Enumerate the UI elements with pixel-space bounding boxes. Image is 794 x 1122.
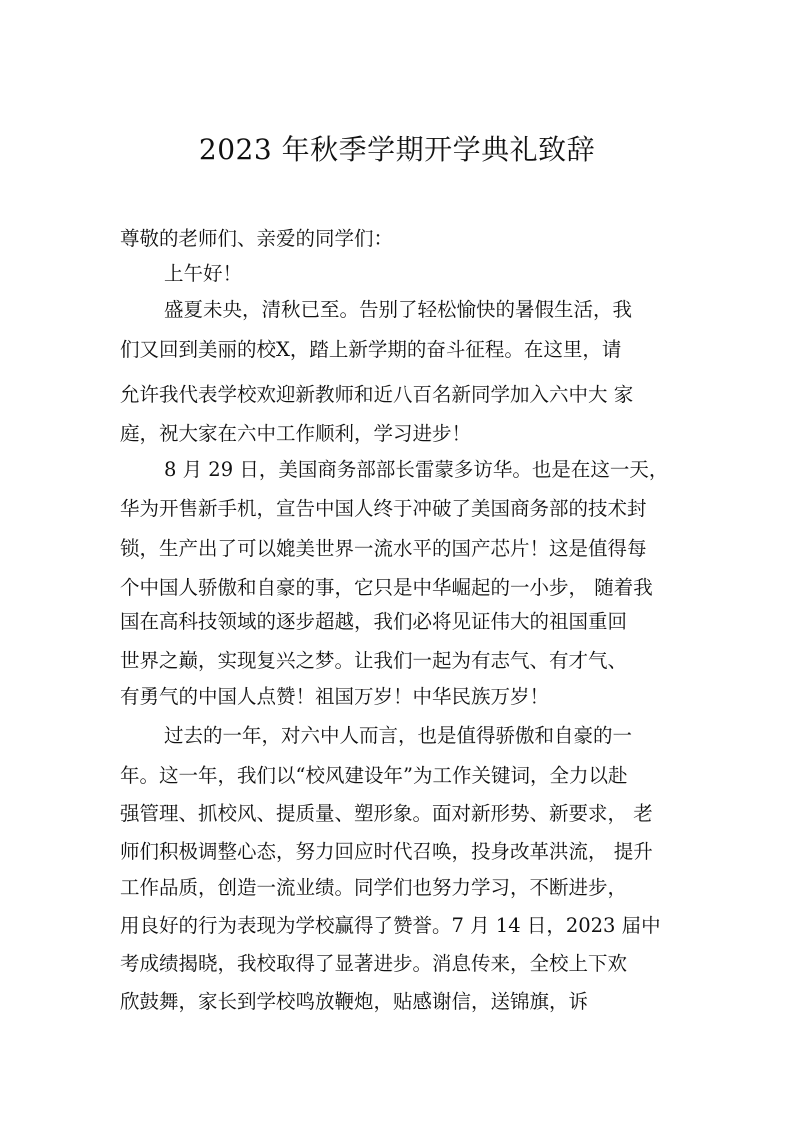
paragraph-line: 用良好的行为表现为学校赢得了赞誉。7 月 14 日，2023 届中 bbox=[120, 914, 661, 937]
paragraph-line: 8 月 29 日，美国商务部部长雷蒙多访华。也是在这一天， bbox=[164, 458, 669, 481]
paragraph-line: 国在高科技领域的逐步超越，我们必将见证伟大的祖国重回 bbox=[120, 610, 628, 633]
paragraph-line: 允许我代表学校欢迎新教师和近八百名新同学加入六中大 家 bbox=[120, 383, 634, 406]
paragraph-line: 个中国人骄傲和自豪的事，它只是中华崛起的一小步， 随着我 bbox=[120, 576, 653, 599]
paragraph-line: 师们积极调整心态，努力回应时代召唤，投身改革洪流， 提升 bbox=[120, 840, 653, 863]
paragraph-line: 过去的一年，对六中人而言，也是值得骄傲和自豪的一 bbox=[164, 724, 633, 747]
paragraph-line: 庭，祝大家在六中工作顺利，学习进步！ bbox=[120, 422, 472, 445]
document-title: 2023 年秋季学期开学典礼致辞 bbox=[198, 133, 596, 166]
paragraph-line: 强管理、抓校风、提质量、塑形象。面对新形势、新要求， 老 bbox=[120, 802, 653, 825]
paragraph-line: 有勇气的中国人点赞！祖国万岁！中华民族万岁！ bbox=[120, 685, 550, 708]
paragraph-line: 考成绩揭晓，我校取得了显著进步。消息传来，全校上下欢 bbox=[120, 952, 628, 975]
paragraph-line: 世界之巅，实现复兴之梦。让我们一起为有志气、有才气、 bbox=[120, 649, 628, 672]
paragraph-line: 华为开售新手机，宣告中国人终于冲破了美国商务部的技术封 bbox=[120, 497, 647, 520]
paragraph-line: 盛夏未央，清秋已至。告别了轻松愉快的暑假生活，我 bbox=[164, 298, 633, 321]
salutation-line: 尊敬的老师们、亲爱的同学们： bbox=[120, 227, 394, 250]
paragraph-line: 们又回到美丽的校X，踏上新学期的奋斗征程。在这里，请 bbox=[120, 338, 622, 361]
greeting-line: 上午好！ bbox=[164, 262, 243, 285]
paragraph-line: 欣鼓舞，家长到学校鸣放鞭炮，贴感谢信，送锦旗，诉 bbox=[120, 990, 589, 1013]
paragraph-line: 年。这一年，我们以“校风建设年”为工作关键词，全力以赴 bbox=[120, 764, 628, 787]
paragraph-line: 锁，生产出了可以媲美世界一流水平的国产芯片！这是值得每 bbox=[120, 537, 647, 560]
paragraph-line: 工作品质，创造一流业绩。同学们也努力学习，不断进步， bbox=[120, 876, 628, 899]
